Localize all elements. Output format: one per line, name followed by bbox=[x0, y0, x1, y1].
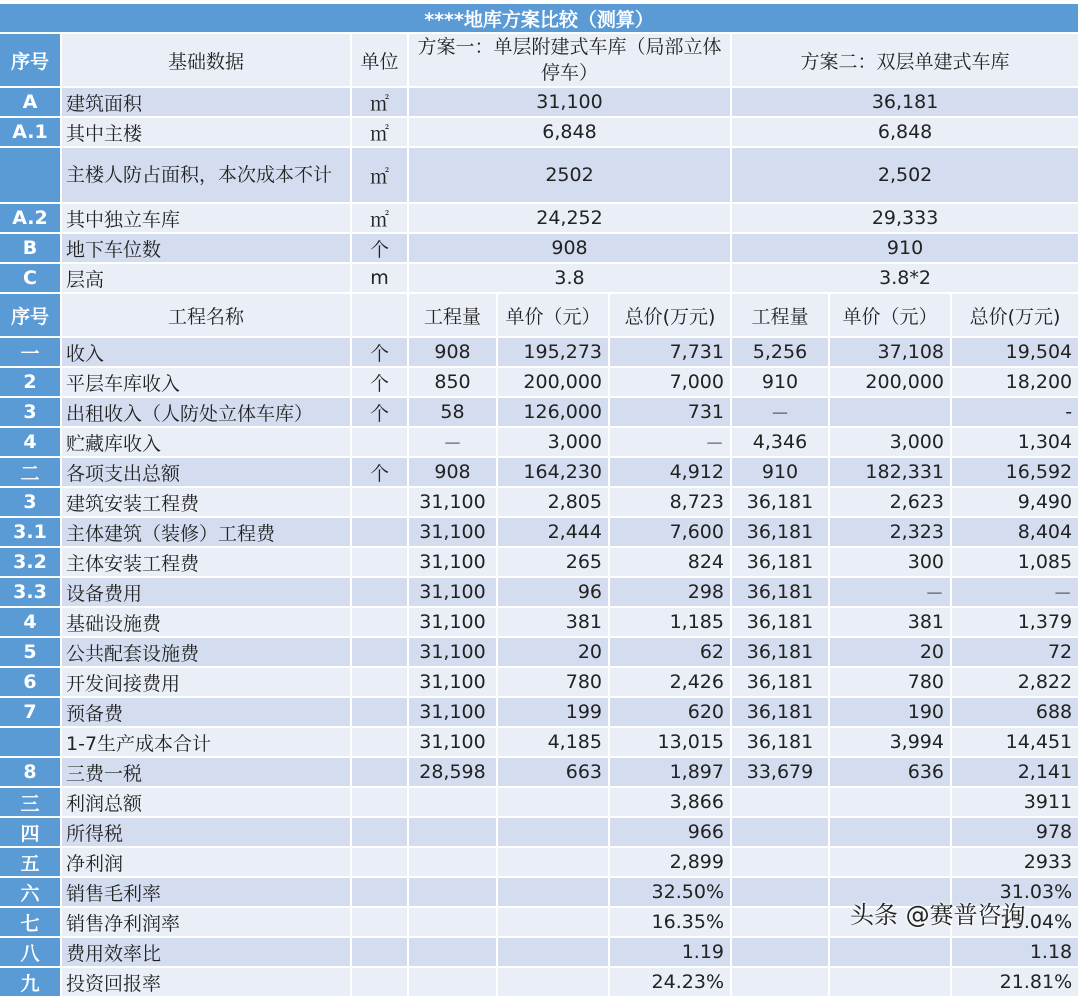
plan2-total: 1,085 bbox=[952, 548, 1080, 578]
row-unit: m bbox=[352, 264, 409, 294]
table-row bbox=[0, 848, 1080, 878]
plan1-qty: 908 bbox=[409, 338, 498, 368]
row-seq: B bbox=[0, 234, 62, 264]
row-unit: 个 bbox=[352, 398, 409, 428]
plan1-total: 7,000 bbox=[610, 368, 732, 398]
row-seq: 8 bbox=[0, 758, 62, 788]
plan1-total: 1,185 bbox=[610, 608, 732, 638]
row-unit bbox=[352, 698, 409, 728]
plan1-qty: 908 bbox=[409, 458, 498, 488]
plan1-total: 13,015 bbox=[610, 728, 732, 758]
table-row bbox=[0, 578, 1080, 608]
row-seq: 八 bbox=[0, 938, 62, 968]
row-seq: 3 bbox=[0, 488, 62, 518]
plan2-qty: 36,181 bbox=[732, 638, 830, 668]
plan2-total: - bbox=[952, 398, 1080, 428]
header-seq: 序号 bbox=[0, 34, 62, 88]
row-unit bbox=[352, 428, 409, 458]
plan1-price bbox=[498, 878, 610, 908]
plan1-price bbox=[498, 968, 610, 998]
row-unit bbox=[352, 608, 409, 638]
plan1-total: 7,600 bbox=[610, 518, 732, 548]
plan2-total: － bbox=[952, 578, 1080, 608]
plan1-qty bbox=[409, 788, 498, 818]
plan1-price: 126,000 bbox=[498, 398, 610, 428]
plan2-qty: － bbox=[732, 398, 830, 428]
plan1-total: 731 bbox=[610, 398, 732, 428]
plan2-qty: 36,181 bbox=[732, 488, 830, 518]
row-unit: ㎡ bbox=[352, 118, 409, 148]
plan2-value: 6,848 bbox=[732, 118, 1080, 148]
row-unit bbox=[352, 518, 409, 548]
row-name: 开发间接费用 bbox=[62, 668, 352, 698]
table-row bbox=[0, 398, 1080, 428]
table-row bbox=[0, 788, 1080, 818]
plan1-price bbox=[498, 848, 610, 878]
plan2-price bbox=[830, 818, 952, 848]
plan1-total: 2,899 bbox=[610, 848, 732, 878]
plan1-price bbox=[498, 938, 610, 968]
plan2-qty: 36,181 bbox=[732, 548, 830, 578]
plan1-qty: 31,100 bbox=[409, 668, 498, 698]
plan1-value: 3.8 bbox=[409, 264, 732, 294]
plan2-qty: 36,181 bbox=[732, 578, 830, 608]
plan1-qty: 28,598 bbox=[409, 758, 498, 788]
plan2-qty bbox=[732, 908, 830, 938]
plan1-qty: 31,100 bbox=[409, 608, 498, 638]
header-plan2: 方案二：双层单建式车库 bbox=[732, 34, 1080, 88]
row-seq: C bbox=[0, 264, 62, 294]
plan1-value: 31,100 bbox=[409, 88, 732, 118]
header-row-2 bbox=[0, 294, 1080, 338]
plan2-total: 31.03% bbox=[952, 878, 1080, 908]
row-unit bbox=[352, 668, 409, 698]
table-row bbox=[0, 758, 1080, 788]
row-unit: ㎡ bbox=[352, 204, 409, 234]
plan2-qty bbox=[732, 788, 830, 818]
row-unit bbox=[352, 488, 409, 518]
plan2-value: 2,502 bbox=[732, 148, 1080, 204]
plan1-price: 96 bbox=[498, 578, 610, 608]
table-row bbox=[0, 488, 1080, 518]
plan2-price bbox=[830, 788, 952, 818]
plan1-header-price: 单价（元） bbox=[498, 294, 610, 338]
row-seq: 3.1 bbox=[0, 518, 62, 548]
plan2-total: 2,141 bbox=[952, 758, 1080, 788]
table-row bbox=[0, 118, 1080, 148]
plan2-value: 3.8*2 bbox=[732, 264, 1080, 294]
plan1-price: 2,444 bbox=[498, 518, 610, 548]
plan1-value: 2502 bbox=[409, 148, 732, 204]
plan1-qty: － bbox=[409, 428, 498, 458]
row-unit: 个 bbox=[352, 338, 409, 368]
header-plan1: 方案一：单层附建式车库（局部立体停车） bbox=[409, 34, 732, 88]
plan2-qty: 36,181 bbox=[732, 608, 830, 638]
plan2-total: 1,379 bbox=[952, 608, 1080, 638]
plan1-qty: 31,100 bbox=[409, 638, 498, 668]
plan1-price bbox=[498, 788, 610, 818]
header-unit: 单位 bbox=[352, 34, 409, 88]
plan1-price: 4,185 bbox=[498, 728, 610, 758]
row-seq bbox=[0, 728, 62, 758]
plan2-price: － bbox=[830, 578, 952, 608]
row-seq: 一 bbox=[0, 338, 62, 368]
row-name: 利润总额 bbox=[62, 788, 352, 818]
watermark: 头条 @赛普咨询 bbox=[850, 901, 1026, 929]
row-name: 基础设施费 bbox=[62, 608, 352, 638]
plan1-total: 16.35% bbox=[610, 908, 732, 938]
plan1-qty bbox=[409, 818, 498, 848]
row-unit bbox=[352, 938, 409, 968]
plan2-qty: 910 bbox=[732, 458, 830, 488]
plan1-total: 1,897 bbox=[610, 758, 732, 788]
row-name: 设备费用 bbox=[62, 578, 352, 608]
plan1-total: 7,731 bbox=[610, 338, 732, 368]
plan2-qty: 33,679 bbox=[732, 758, 830, 788]
plan2-total: 72 bbox=[952, 638, 1080, 668]
row-name: 各项支出总额 bbox=[62, 458, 352, 488]
plan1-qty bbox=[409, 908, 498, 938]
plan1-qty: 31,100 bbox=[409, 518, 498, 548]
table-row bbox=[0, 638, 1080, 668]
table-row bbox=[0, 338, 1080, 368]
plan1-qty bbox=[409, 938, 498, 968]
plan1-total: 4,912 bbox=[610, 458, 732, 488]
plan2-total: 16,592 bbox=[952, 458, 1080, 488]
plan1-total: 62 bbox=[610, 638, 732, 668]
plan2-value: 910 bbox=[732, 234, 1080, 264]
plan2-qty: 5,256 bbox=[732, 338, 830, 368]
header-project-name: 工程名称 bbox=[62, 294, 352, 338]
table-row bbox=[0, 668, 1080, 698]
plan2-total: 18,200 bbox=[952, 368, 1080, 398]
plan2-price: 3,994 bbox=[830, 728, 952, 758]
plan2-total: 1,304 bbox=[952, 428, 1080, 458]
plan2-total: 21.81% bbox=[952, 968, 1080, 998]
plan2-total: 3911 bbox=[952, 788, 1080, 818]
plan1-price: 164,230 bbox=[498, 458, 610, 488]
plan1-price: 3,000 bbox=[498, 428, 610, 458]
row-seq: 3 bbox=[0, 398, 62, 428]
plan2-price: 37,108 bbox=[830, 338, 952, 368]
plan2-qty: 36,181 bbox=[732, 668, 830, 698]
plan2-price: 636 bbox=[830, 758, 952, 788]
row-unit bbox=[352, 758, 409, 788]
plan1-qty bbox=[409, 968, 498, 998]
plan1-qty: 58 bbox=[409, 398, 498, 428]
plan1-price: 265 bbox=[498, 548, 610, 578]
plan1-price: 195,273 bbox=[498, 338, 610, 368]
plan2-total: 688 bbox=[952, 698, 1080, 728]
plan1-total: 824 bbox=[610, 548, 732, 578]
table-row bbox=[0, 968, 1080, 998]
row-seq: A.2 bbox=[0, 204, 62, 234]
plan2-total: 15.04% bbox=[952, 908, 1080, 938]
table-row bbox=[0, 234, 1080, 264]
plan1-total: － bbox=[610, 428, 732, 458]
plan1-header-qty: 工程量 bbox=[409, 294, 498, 338]
row-name: 主体安装工程费 bbox=[62, 548, 352, 578]
plan2-qty: 36,181 bbox=[732, 518, 830, 548]
plan1-header-total: 总价(万元) bbox=[610, 294, 732, 338]
comparison-table bbox=[0, 4, 1080, 998]
row-name: 所得税 bbox=[62, 818, 352, 848]
plan1-price bbox=[498, 818, 610, 848]
plan2-price bbox=[830, 968, 952, 998]
plan2-qty bbox=[732, 938, 830, 968]
row-name: 主体建筑（装修）工程费 bbox=[62, 518, 352, 548]
plan2-qty: 4,346 bbox=[732, 428, 830, 458]
plan2-price bbox=[830, 398, 952, 428]
plan2-total: 9,490 bbox=[952, 488, 1080, 518]
plan2-price: 190 bbox=[830, 698, 952, 728]
plan1-qty: 31,100 bbox=[409, 578, 498, 608]
row-unit bbox=[352, 638, 409, 668]
row-name: 建筑面积 bbox=[62, 88, 352, 118]
table-row bbox=[0, 728, 1080, 758]
table-row bbox=[0, 458, 1080, 488]
plan1-total: 1.19 bbox=[610, 938, 732, 968]
plan1-qty: 31,100 bbox=[409, 488, 498, 518]
table-row bbox=[0, 204, 1080, 234]
row-name: 公共配套设施费 bbox=[62, 638, 352, 668]
row-seq: 4 bbox=[0, 608, 62, 638]
plan2-qty: 36,181 bbox=[732, 728, 830, 758]
row-name: 净利润 bbox=[62, 848, 352, 878]
plan2-price bbox=[830, 848, 952, 878]
plan2-price: 182,331 bbox=[830, 458, 952, 488]
row-seq: 6 bbox=[0, 668, 62, 698]
plan1-qty bbox=[409, 878, 498, 908]
plan2-price: 3,000 bbox=[830, 428, 952, 458]
row-unit: ㎡ bbox=[352, 148, 409, 204]
plan2-price: 300 bbox=[830, 548, 952, 578]
plan1-price: 2,805 bbox=[498, 488, 610, 518]
table-row bbox=[0, 148, 1080, 204]
row-unit: ㎡ bbox=[352, 88, 409, 118]
plan2-price: 200,000 bbox=[830, 368, 952, 398]
table-row bbox=[0, 88, 1080, 118]
plan1-price: 780 bbox=[498, 668, 610, 698]
plan1-total: 2,426 bbox=[610, 668, 732, 698]
plan2-header-price: 单价（元） bbox=[830, 294, 952, 338]
row-seq: 二 bbox=[0, 458, 62, 488]
plan1-price: 200,000 bbox=[498, 368, 610, 398]
table-row bbox=[0, 818, 1080, 848]
row-seq: A.1 bbox=[0, 118, 62, 148]
row-name: 1-7生产成本合计 bbox=[62, 728, 352, 758]
row-seq: 四 bbox=[0, 818, 62, 848]
plan1-price: 20 bbox=[498, 638, 610, 668]
plan2-total: 19,504 bbox=[952, 338, 1080, 368]
row-unit: 个 bbox=[352, 234, 409, 264]
plan2-price: 20 bbox=[830, 638, 952, 668]
plan2-qty: 910 bbox=[732, 368, 830, 398]
plan2-qty bbox=[732, 878, 830, 908]
row-unit bbox=[352, 728, 409, 758]
table-row bbox=[0, 548, 1080, 578]
row-name: 投资回报率 bbox=[62, 968, 352, 998]
row-unit: 个 bbox=[352, 368, 409, 398]
plan2-price: 2,323 bbox=[830, 518, 952, 548]
plan2-total: 2,822 bbox=[952, 668, 1080, 698]
row-name: 预备费 bbox=[62, 698, 352, 728]
plan1-total: 620 bbox=[610, 698, 732, 728]
plan2-price: 2,623 bbox=[830, 488, 952, 518]
plan2-total: 2933 bbox=[952, 848, 1080, 878]
table-row bbox=[0, 264, 1080, 294]
plan2-price: 381 bbox=[830, 608, 952, 638]
plan1-price: 381 bbox=[498, 608, 610, 638]
row-seq: 3.3 bbox=[0, 578, 62, 608]
plan2-total: 978 bbox=[952, 818, 1080, 848]
header-unit bbox=[352, 294, 409, 338]
row-name: 其中独立车库 bbox=[62, 204, 352, 234]
plan1-qty: 31,100 bbox=[409, 728, 498, 758]
plan1-total: 3,866 bbox=[610, 788, 732, 818]
table-row bbox=[0, 368, 1080, 398]
row-seq: 三 bbox=[0, 788, 62, 818]
table-row bbox=[0, 518, 1080, 548]
plan2-qty bbox=[732, 818, 830, 848]
row-name: 收入 bbox=[62, 338, 352, 368]
plan1-value: 6,848 bbox=[409, 118, 732, 148]
row-seq: 六 bbox=[0, 878, 62, 908]
row-seq bbox=[0, 148, 62, 204]
row-unit bbox=[352, 848, 409, 878]
plan2-header-qty: 工程量 bbox=[732, 294, 830, 338]
plan1-qty: 850 bbox=[409, 368, 498, 398]
table-row bbox=[0, 698, 1080, 728]
row-seq: 五 bbox=[0, 848, 62, 878]
row-unit bbox=[352, 818, 409, 848]
plan1-total: 32.50% bbox=[610, 878, 732, 908]
plan1-price: 663 bbox=[498, 758, 610, 788]
row-name: 销售净利润率 bbox=[62, 908, 352, 938]
row-seq: 2 bbox=[0, 368, 62, 398]
row-name: 出租收入（人防处立体车库） bbox=[62, 398, 352, 428]
row-name: 主楼人防占面积，本次成本不计 bbox=[62, 148, 352, 204]
plan1-total: 8,723 bbox=[610, 488, 732, 518]
plan2-price: 780 bbox=[830, 668, 952, 698]
plan1-total: 24.23% bbox=[610, 968, 732, 998]
table-row bbox=[0, 938, 1080, 968]
plan2-header-total: 总价(万元) bbox=[952, 294, 1080, 338]
plan1-total: 298 bbox=[610, 578, 732, 608]
header-basic-data: 基础数据 bbox=[62, 34, 352, 88]
header-seq: 序号 bbox=[0, 294, 62, 338]
row-unit bbox=[352, 788, 409, 818]
row-name: 贮藏库收入 bbox=[62, 428, 352, 458]
row-name: 建筑安装工程费 bbox=[62, 488, 352, 518]
plan1-value: 24,252 bbox=[409, 204, 732, 234]
row-name: 三费一税 bbox=[62, 758, 352, 788]
plan2-total: 1.18 bbox=[952, 938, 1080, 968]
plan1-qty: 31,100 bbox=[409, 698, 498, 728]
plan2-value: 29,333 bbox=[732, 204, 1080, 234]
row-seq: 3.2 bbox=[0, 548, 62, 578]
row-name: 地下车位数 bbox=[62, 234, 352, 264]
row-unit bbox=[352, 548, 409, 578]
plan1-total: 966 bbox=[610, 818, 732, 848]
row-name: 费用效率比 bbox=[62, 938, 352, 968]
row-seq: 九 bbox=[0, 968, 62, 998]
table-row bbox=[0, 428, 1080, 458]
plan1-value: 908 bbox=[409, 234, 732, 264]
row-unit bbox=[352, 908, 409, 938]
plan2-price bbox=[830, 938, 952, 968]
table-row bbox=[0, 608, 1080, 638]
row-seq: 七 bbox=[0, 908, 62, 938]
plan1-price bbox=[498, 908, 610, 938]
plan2-qty bbox=[732, 968, 830, 998]
plan1-price: 199 bbox=[498, 698, 610, 728]
row-seq: A bbox=[0, 88, 62, 118]
plan1-qty bbox=[409, 848, 498, 878]
row-name: 层高 bbox=[62, 264, 352, 294]
row-seq: 4 bbox=[0, 428, 62, 458]
plan2-value: 36,181 bbox=[732, 88, 1080, 118]
row-name: 销售毛利率 bbox=[62, 878, 352, 908]
plan1-qty: 31,100 bbox=[409, 548, 498, 578]
row-name: 平层车库收入 bbox=[62, 368, 352, 398]
row-unit: 个 bbox=[352, 458, 409, 488]
row-unit bbox=[352, 968, 409, 998]
row-seq: 5 bbox=[0, 638, 62, 668]
row-seq: 7 bbox=[0, 698, 62, 728]
table-title: ****地库方案比较（测算） bbox=[0, 4, 1080, 34]
plan2-total: 14,451 bbox=[952, 728, 1080, 758]
row-unit bbox=[352, 878, 409, 908]
plan2-total: 8,404 bbox=[952, 518, 1080, 548]
plan2-qty bbox=[732, 848, 830, 878]
row-unit bbox=[352, 578, 409, 608]
plan2-qty: 36,181 bbox=[732, 698, 830, 728]
row-name: 其中主楼 bbox=[62, 118, 352, 148]
